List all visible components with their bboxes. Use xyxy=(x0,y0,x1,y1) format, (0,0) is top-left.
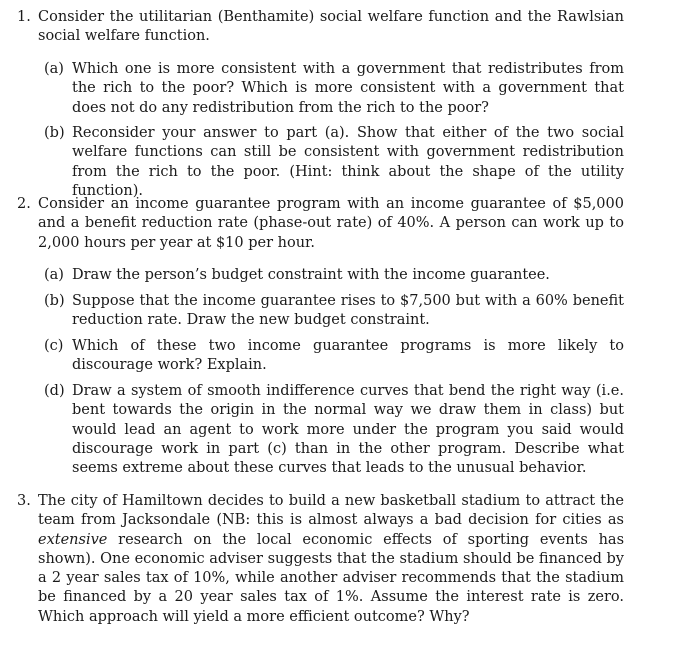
question-2-part-a xyxy=(44,266,624,285)
part-text: Which one is more consistent with a government that redistributes from the rich to the poor? Which is more consistent with a government that does not do any redistribution from the rich to the poor? xyxy=(72,61,624,116)
question-number: 2. xyxy=(17,196,31,212)
question-1-part-a xyxy=(44,60,624,118)
part-label: (a) xyxy=(44,61,64,77)
question-2-part-c xyxy=(44,337,624,376)
question-1-part-b xyxy=(44,124,624,201)
question-3 xyxy=(17,492,624,627)
question-number: 1. xyxy=(17,9,31,25)
part-label: (d) xyxy=(44,383,65,399)
question-text: Consider an income guarantee program with an income guarantee of $5,000 and a benefit reduction rate (phase-out rate) of 40%. A person can work up to 2,000 hours per year at $10 per hour. xyxy=(38,196,624,251)
question-2-part-d xyxy=(44,382,624,478)
part-text: Which of these two income guarantee programs is more likely to discourage work? Explain. xyxy=(72,338,624,374)
part-label: (c) xyxy=(44,338,64,354)
part-text: Reconsider your answer to part (a). Show that either of the two social welfare functions can still be consistent with government redistribution from the rich to the poor. (Hint: think about the shape of the utility function). xyxy=(72,125,624,199)
question-2-part-b xyxy=(44,292,624,331)
part-label: (a) xyxy=(44,267,64,283)
part-text: Suppose that the income guarantee rises to $7,500 but with a 60% benefit reduction rate. Draw the new budget constraint. xyxy=(72,293,624,329)
part-label: (b) xyxy=(44,125,65,141)
part-text: Draw a system of smooth indifference curves that bend the right way (i.e. bent towards the origin in the normal way we draw them in class) but would lead an agent to work more under the program you said would discourage work in part (c) than in the other program. Describe what seems extreme about these curves that leads to the unusual behavior. xyxy=(72,383,624,477)
question-2 xyxy=(17,195,624,253)
emphasized-word: extensive xyxy=(38,531,108,548)
part-label: (b) xyxy=(44,293,65,309)
question-1 xyxy=(17,8,624,47)
part-text: Draw the person’s budget constraint with the income guarantee. xyxy=(72,267,550,283)
question-text-part: The city of Hamiltown decides to build a new basketball stadium to attract the team from Jacksondale (NB: this is almost always a bad decision for cities as xyxy=(38,493,624,529)
question-text-part: research on the local economic effects of sporting events has shown). One economic adviser suggests that the stadium should be financed by a 2 year sales tax of 10%, while another adviser recommends that the stadium be financed by a 20 year sales tax of 1%. Assume the interest rate is zero. Which approach will yield a more efficient outcome? Why? xyxy=(38,531,625,625)
question-number: 3. xyxy=(17,493,31,509)
question-text: Consider the utilitarian (Benthamite) social welfare function and the Rawlsian social welfare function. xyxy=(38,9,624,45)
question-text xyxy=(38,492,624,627)
